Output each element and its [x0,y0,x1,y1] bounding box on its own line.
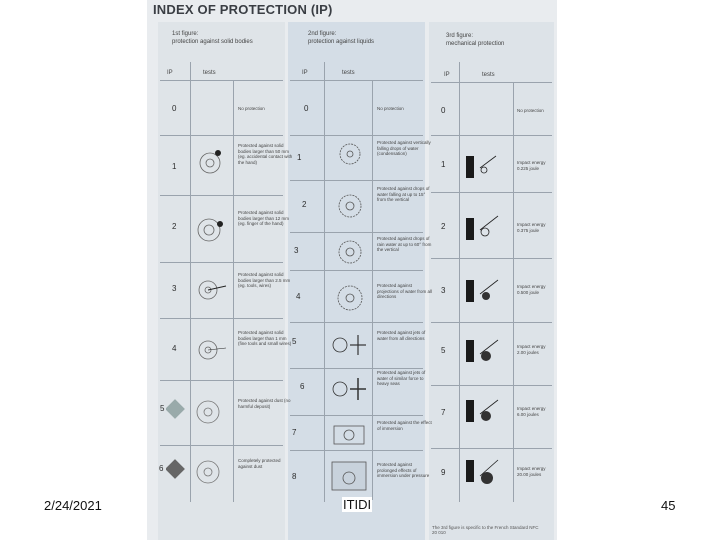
hammer-icon [476,276,510,308]
sphere-icon [196,145,230,181]
grid-line [431,192,552,193]
mech-ip-2: 2 [441,222,446,231]
mech-ip-7: 7 [441,408,446,417]
grid-line [431,135,552,136]
col3-ip-label: IP [444,72,450,78]
solid-ip-1: 1 [172,162,177,171]
liquid-ip-4: 4 [296,292,301,301]
mech-ip-1: 1 [441,160,446,169]
col3-tests-label: tests [482,72,495,78]
grid-line [290,180,423,181]
grid-line [290,450,423,451]
mech-ip-0: 0 [441,106,446,115]
drop-icon [334,236,366,268]
drop-icon [334,140,366,176]
grid-line [160,262,283,263]
mech-ip-3: 3 [441,286,446,295]
grid-line [290,135,423,136]
grid-line [160,445,283,446]
liquid-ip-3: 3 [294,246,299,255]
liquid-desc-0: No protection [377,106,404,111]
mech-desc-2: Impact energy 0.375 joule [517,222,546,233]
wall-block [466,156,474,178]
grid-line [160,195,283,196]
grid-line [290,270,423,271]
grid-line [513,82,514,502]
grid-line [190,62,191,502]
drop-icon [334,188,366,224]
footer-date: 2/24/2021 [44,498,102,513]
hammer-icon [476,212,510,244]
mech-desc-7: Impact energy 6.00 joules [517,406,546,417]
immersion-icon [332,420,366,446]
liquid-desc-2: Protected against drops of water falling at up to 15° from the vertical [377,186,430,202]
mech-desc-0: No protection [517,108,544,113]
col2-ip-label: IP [302,70,308,76]
grid-line [160,380,283,381]
dust-tight-icon [166,458,230,486]
col1-subtitle: protection against solid bodies [172,39,253,45]
footnote: The 3rd figure is specific to the French Standard NFC 20 010 [432,525,539,535]
mech-desc-3: Impact energy 0.500 joule [517,284,546,295]
liquid-desc-7: Protected against the effect of immersion [377,420,432,431]
drop-icon [334,280,366,316]
heavy-seas-icon [328,374,368,404]
mech-desc-1: Impact energy 0.225 joule [517,160,546,171]
hammer-icon [476,456,510,490]
grid-line [459,62,460,502]
solid-ip-0: 0 [172,104,177,113]
grid-line [324,62,325,502]
solid-ip-4: 4 [172,344,177,353]
hammer-icon [476,336,510,368]
solid-ip-3: 3 [172,284,177,293]
page-number: 45 [661,498,676,513]
sphere-icon [196,276,230,304]
sphere-icon [196,336,230,364]
pressure-immersion-icon [330,458,368,492]
liquid-ip-1: 1 [297,153,302,162]
mech-desc-5: Impact energy 2.00 joules [517,344,546,355]
jet-icon [328,330,368,360]
grid-line [160,135,283,136]
grid-line [290,80,423,81]
solid-desc-0: No protection [238,106,265,111]
liquid-ip-8: 8 [292,472,297,481]
hammer-icon [476,396,510,428]
liquid-ip-5: 5 [292,337,297,346]
liquid-ip-6: 6 [300,382,305,391]
wall-block [466,340,474,362]
col3-subtitle: mechanical protection [446,41,505,47]
grid-line [160,80,283,81]
solid-ip-2: 2 [172,222,177,231]
grid-line [233,80,234,502]
grid-line [431,448,552,449]
liquid-desc-3: Protected against drops of rain water at up to 60° from the vertical [377,236,432,252]
liquid-ip-0: 0 [304,104,309,113]
solid-desc-2: Protected against solid bodies larger than 12 mm (eg. finger of the hand) [238,210,290,226]
grid-line [431,385,552,386]
col2-subtitle: protection against liquids [308,39,375,45]
solid-desc-5: Protected against dust (no harmful deposit) [238,398,291,409]
sphere-icon [193,212,229,248]
hammer-icon [476,152,510,182]
solid-ip-6: 6 [159,464,164,473]
wall-block [466,218,474,240]
mech-desc-9: Impact energy 20.00 joules [517,466,546,477]
col2-title: 2nd figure: [308,31,337,37]
col1-ip-label: IP [167,70,173,76]
solid-ip-5: 5 [160,404,165,413]
footer-center: ITIDI [343,497,372,512]
grid-line [290,368,423,369]
liquid-desc-1: Protected against vertically falling drops of water (condensation) [377,140,431,156]
liquid-ip-7: 7 [292,428,297,437]
liquid-desc-8: Protected against prolonged effects of immersion under pressure [377,462,430,478]
grid-line [290,232,423,233]
solid-desc-4: Protected against solid bodies larger than 1 mm (fine tools and small wires) [238,330,292,346]
liquid-desc-5: Protected against jets of water from all directions [377,330,426,341]
col1-title: 1st figure: [172,31,199,37]
liquid-desc-6: Protected against jets of water of similar force to heavy seas [377,370,426,386]
col1-tests-label: tests [203,70,216,76]
grid-line [372,80,373,500]
grid-line [290,415,423,416]
grid-line [431,82,552,83]
mech-ip-5: 5 [441,346,446,355]
grid-line [160,318,283,319]
liquid-ip-2: 2 [302,200,307,209]
grid-line [290,322,423,323]
wall-block [466,400,474,422]
col2-tests-label: tests [342,70,355,76]
solid-desc-3: Protected against solid bodies larger than 2.5 mm (eg. tools, wires) [238,272,291,288]
liquid-desc-4: Protected against projections of water from all directions [377,283,433,299]
mech-ip-9: 9 [441,468,446,477]
col3-title: 3rd figure: [446,33,474,39]
grid-line [431,322,552,323]
solid-desc-1: Protected against solid bodies larger than 50 mm (eg. accidental contact with the hand) [238,143,293,165]
page-title: INDEX OF PROTECTION (IP) [153,2,333,17]
wall-block [466,280,474,302]
solid-desc-6: Completely protected against dust [238,458,281,469]
dust-icon [166,398,230,426]
wall-block [466,460,474,482]
grid-line [431,258,552,259]
